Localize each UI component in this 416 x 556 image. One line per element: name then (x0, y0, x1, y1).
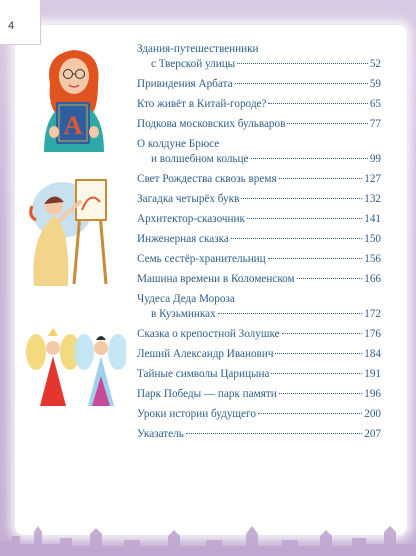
toc-entry-title: Машина времени в Коломенском (137, 273, 295, 285)
toc-entry-page: 141 (364, 213, 381, 225)
toc-entry-page: 176 (364, 328, 381, 340)
toc-leader-dots (186, 433, 362, 434)
toc-entry-title: Уроки истории будущего (137, 408, 256, 420)
page-number: 4 (8, 20, 15, 32)
toc-leader-dots (258, 413, 362, 414)
toc-entry-page: 77 (369, 118, 381, 130)
toc-leader-dots (268, 103, 367, 104)
book-letter: A (63, 111, 83, 140)
toc-entry[interactable] (137, 212, 381, 227)
toc-entry[interactable] (137, 347, 381, 362)
city-skyline-decoration (0, 516, 416, 556)
toc-entry-title-line2: и волшебном кольце (151, 153, 249, 165)
toc-leader-dots (275, 353, 362, 354)
toc-leader-dots (287, 123, 367, 124)
painter-at-easel-illustration (24, 176, 120, 286)
toc-leader-dots (279, 393, 362, 394)
toc-entry-page: 156 (364, 253, 381, 265)
toc-entry-title: Семь сестёр-хранительниц (137, 253, 266, 265)
toc-entry[interactable] (137, 232, 381, 247)
toc-entry-title: Архитектор-сказочник (137, 213, 245, 225)
toc-entry-title: Подкова московских бульваров (137, 118, 286, 130)
toc-entry[interactable] (137, 272, 381, 287)
toc-entry[interactable] (137, 117, 381, 132)
toc-leader-dots (279, 178, 363, 179)
toc-entry-page: 65 (369, 98, 381, 110)
fairy-red-dress (40, 356, 66, 406)
canvas (76, 180, 106, 220)
toc-entry-title: Инженерная сказка (137, 233, 229, 245)
toc-leader-dots (218, 313, 363, 314)
toc-entry[interactable] (137, 427, 381, 442)
toc-entry-title-line1: Чудеса Деда Мороза (137, 293, 235, 305)
toc-entry-title: Свет Рождества сквозь время (137, 173, 277, 185)
toc-entry[interactable] (137, 407, 381, 422)
toc-entry[interactable] (137, 387, 381, 402)
toc-entry-title: Загадка четырёх букв (137, 193, 240, 205)
toc-entry-page: 166 (364, 273, 381, 285)
toc-entry-page: 59 (369, 78, 381, 90)
toc-entry-page: 132 (364, 193, 381, 205)
toc-entry-page: 172 (364, 308, 381, 320)
toc-entry-title: Тайные символы Царицына (137, 368, 270, 380)
toc-leader-dots (237, 63, 368, 64)
toc-entry[interactable] (137, 292, 381, 322)
toc-leader-dots (282, 333, 363, 334)
toc-entry-title-line2: в Кузьминках (151, 308, 216, 320)
toc-entry-title: Указатель (137, 428, 184, 440)
toc-entry[interactable] (137, 192, 381, 207)
toc-leader-dots (271, 373, 362, 374)
toc-leader-dots (241, 198, 362, 199)
toc-leader-dots (251, 158, 368, 159)
toc-entry-page: 207 (364, 428, 381, 440)
toc-entry-page: 200 (364, 408, 381, 420)
table-of-contents (137, 42, 381, 447)
toc-entry-title-line1: О колдуне Брюсе (137, 138, 220, 150)
toc-entry-title: Привидения Арбата (137, 78, 233, 90)
teacher-with-book-illustration (36, 44, 112, 152)
toc-entry-page: 184 (364, 348, 381, 360)
toc-entry-title: Сказка о крепостной Золушке (137, 328, 280, 340)
toc-entry[interactable] (137, 137, 381, 167)
toc-entry-title: Кто живёт в Китай-городе? (137, 98, 267, 110)
toc-leader-dots (247, 218, 362, 219)
toc-entry-title: Леший Александр Иванович (137, 348, 274, 360)
toc-leader-dots (297, 278, 363, 279)
toc-entry-title-line1: Здания-путешественники (137, 43, 259, 55)
toc-entry[interactable] (137, 42, 381, 72)
toc-entry-page: 150 (364, 233, 381, 245)
toc-entry-page: 196 (364, 388, 381, 400)
toc-entry[interactable] (137, 327, 381, 342)
toc-leader-dots (268, 258, 363, 259)
toc-entry[interactable] (137, 252, 381, 267)
toc-entry-page: 52 (369, 58, 381, 70)
fairies-illustration (26, 326, 126, 410)
page-corner (0, 0, 41, 45)
toc-entry[interactable] (137, 77, 381, 92)
toc-leader-dots (231, 238, 362, 239)
toc-entry-page: 127 (364, 173, 381, 185)
toc-entry-title: Парк Победы — парк памяти (137, 388, 277, 400)
toc-entry-page: 191 (364, 368, 381, 380)
toc-entry[interactable] (137, 97, 381, 112)
toc-entry[interactable] (137, 367, 381, 382)
toc-entry-title-line2: с Тверской улицы (151, 58, 236, 70)
toc-entry-page: 99 (369, 153, 381, 165)
toc-leader-dots (235, 83, 368, 84)
toc-entry[interactable] (137, 172, 381, 187)
